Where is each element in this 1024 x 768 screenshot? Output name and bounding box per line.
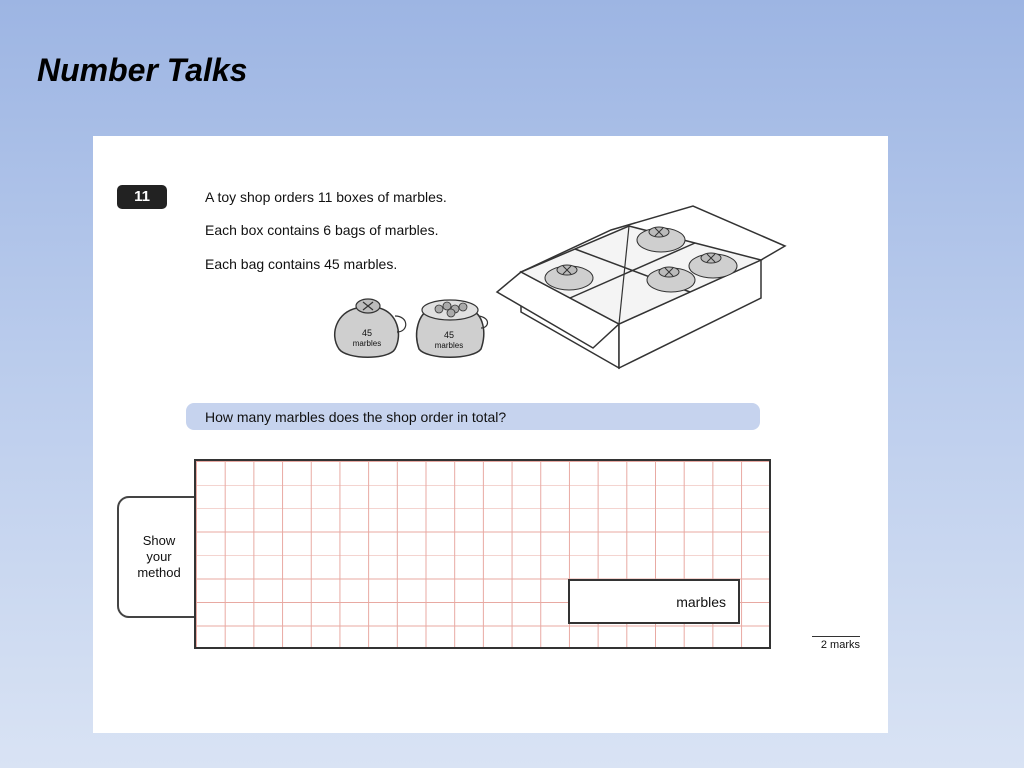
bag-1-count: 45 (361, 328, 373, 338)
question-line-2: Each box contains 6 bags of marbles. (205, 222, 439, 238)
question-sheet (93, 136, 888, 733)
question-number-badge: 11 (117, 185, 167, 209)
method-label-line-2: your (146, 549, 172, 564)
method-label-line-1: Show (142, 533, 176, 548)
answer-box[interactable] (568, 579, 740, 624)
marks-label: 2 marks (812, 636, 860, 651)
question-line-3: Each bag contains 45 marbles. (205, 256, 398, 272)
show-method-label (117, 496, 199, 618)
question-prompt (186, 403, 760, 430)
slide-title: Number Talks (37, 52, 248, 88)
bag-2-count: 45 (443, 330, 455, 340)
marble-bag-closed (335, 299, 406, 357)
bag-1-unit: marbles (352, 339, 382, 348)
bag-2-unit: marbles (434, 341, 464, 350)
box-of-marbles-illustration (493, 202, 789, 370)
question-line-1: A toy shop orders 11 boxes of marbles. (205, 189, 447, 205)
answer-unit-label: marbles (676, 594, 726, 610)
method-label-line-3: method (137, 565, 181, 580)
marble-bags-illustration (329, 294, 497, 364)
marble-bag-open (417, 300, 488, 357)
question-prompt-text: How many marbles does the shop order in total? (205, 409, 507, 425)
